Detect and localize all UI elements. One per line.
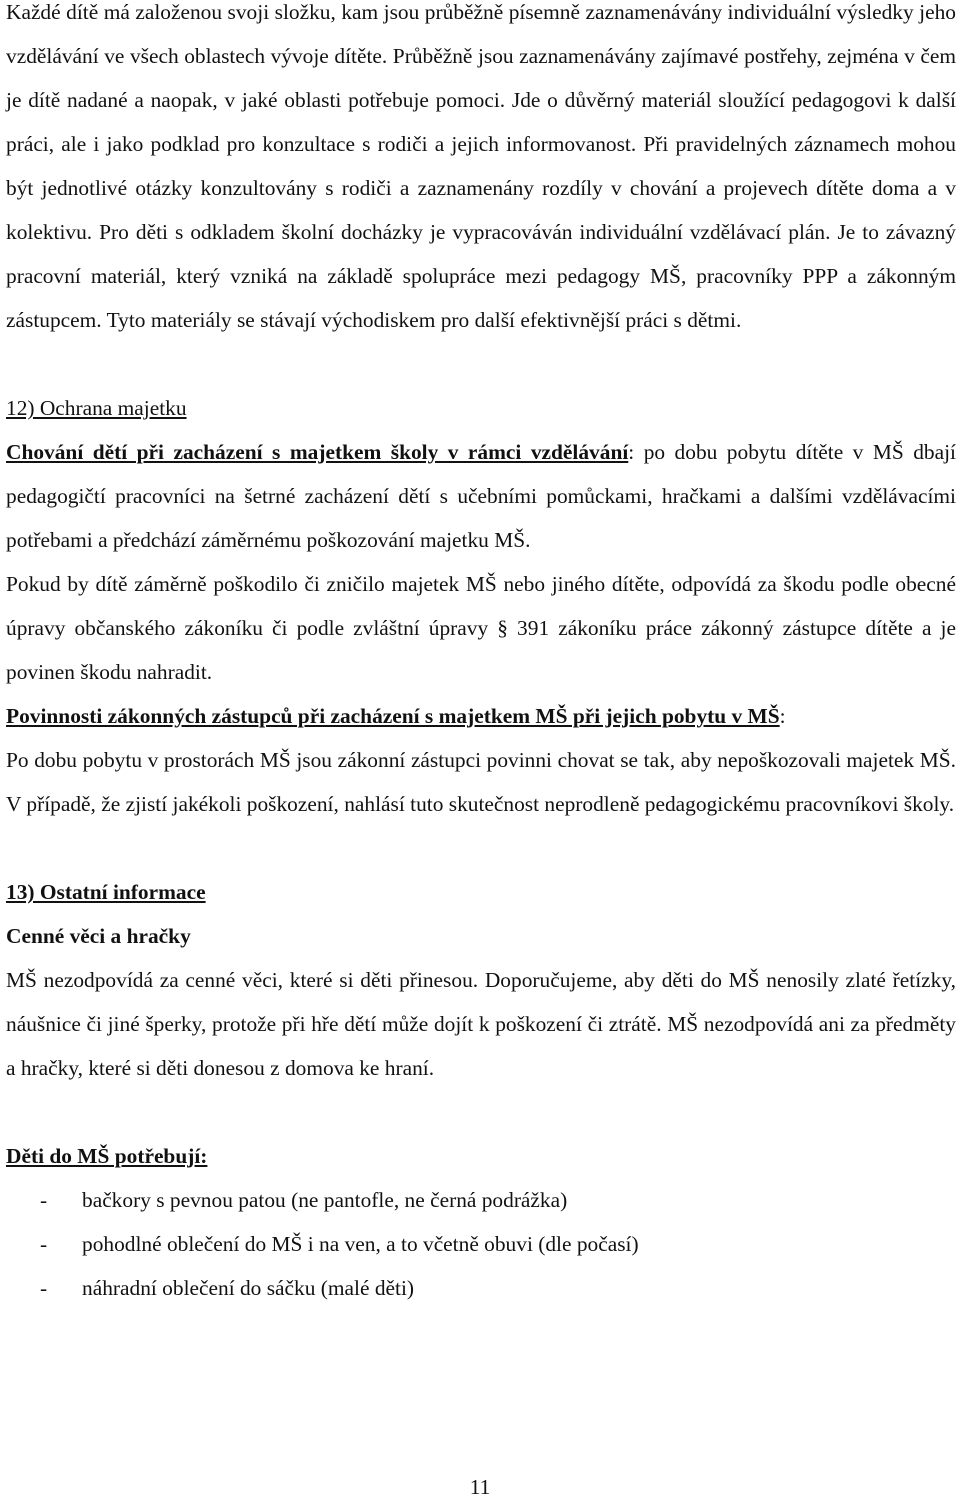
list-item-text: bačkory s pevnou patou (ne pantofle, ne černá podrážka) bbox=[82, 1188, 568, 1212]
spacer bbox=[6, 826, 956, 870]
document-page bbox=[6, 0, 956, 1310]
spacer bbox=[6, 1090, 956, 1134]
section-12-p3-lead: Povinnosti zákonných zástupců při zacházení s majetkem MŠ při jejich pobytu v MŠ bbox=[6, 704, 780, 728]
section-13-subheading: Cenné věci a hračky bbox=[6, 924, 191, 948]
section-12-paragraph-3: Po dobu pobytu v prostorách MŠ jsou zákonní zástupci povinni chovat se tak, aby nepoškozovali majetek MŠ. V případě, že zjistí jakékoli poškození, nahlásí tuto skutečnost neprodleně pedagogickému pracovníkovi školy. bbox=[6, 748, 956, 816]
section-13-heading: 13) Ostatní informace bbox=[6, 880, 206, 904]
section-12-p1-text: : po dobu pobytu dítěte v MŠ dbají pedagogičtí pracovníci na šetrné zacházení dětí s učebními pomůckami, hračkami a dalšími vzdělávacími potřebami a předchází záměrnému poškozování majetku MŠ. bbox=[6, 440, 956, 552]
section-12-paragraph-3-lead bbox=[6, 694, 956, 738]
list-item bbox=[6, 1222, 956, 1266]
list-item-text: náhradní oblečení do sáčku (malé děti) bbox=[82, 1276, 415, 1300]
section-13-paragraph-1: MŠ nezodpovídá za cenné věci, které si děti přinesou. Doporučujeme, aby děti do MŠ nenosily zlaté řetízky, náušnice či jiné šperky, protože při hře dětí může dojít k poškození či ztrátě. MŠ nezodpovídá ani za předměty a hračky, které si děti donesou z domova ke hraní. bbox=[6, 968, 956, 1080]
needs-heading: Děti do MŠ potřebují: bbox=[6, 1144, 208, 1168]
section-12-lead: Chování dětí při zacházení s majetkem školy v rámci vzdělávání bbox=[6, 440, 629, 464]
list-item bbox=[6, 1178, 956, 1222]
list-item bbox=[6, 1266, 956, 1310]
list-bullet: - bbox=[40, 1188, 48, 1212]
intro-paragraph: Každé dítě má založenou svoji složku, kam jsou průběžně písemně zaznamenávány individuální výsledky jeho vzdělávání ve všech oblastech vývoje dítěte. Průběžně jsou zaznamenávány zajímavé postřehy, zejména v čem je dítě nadané a naopak, v jaké oblasti potřebuje pomoci. Jde o důvěrný materiál sloužící pedagogovi k další práci, ale i jako podklad pro konzultace s rodiči a jejich informovanost. Při pravidelných záznamech mohou být jednotlivé otázky konzultovány s rodiči a zaznamenány rozdíly v chování a projevech dítěte doma a v kolektivu. Pro děti s odkladem školní docházky je vypracováván individuální vzdělávací plán. Je to závazný pracovní materiál, který vzniká na základě spolupráce mezi pedagogy MŠ, pracovníky PPP a zákonným zástupcem. Tyto materiály se stávají východiskem pro další efektivnější práci s dětmi. bbox=[6, 0, 956, 332]
list-bullet: - bbox=[40, 1232, 48, 1256]
section-12-heading: 12) Ochrana majetku bbox=[6, 396, 187, 420]
section-12-p3-colon: : bbox=[779, 704, 786, 728]
page-number: 11 bbox=[469, 1475, 491, 1499]
section-12-paragraph-1 bbox=[6, 430, 956, 562]
list-item-text: pohodlné oblečení do MŠ i na ven, a to včetně obuvi (dle počasí) bbox=[82, 1232, 639, 1256]
section-12-paragraph-2: Pokud by dítě záměrně poškodilo či zničilo majetek MŠ nebo jiného dítěte, odpovídá za škodu podle obecné úpravy občanského zákoníku či podle zvláštní úpravy § 391 zákoníku práce zákonný zástupce dítěte a je povinen škodu nahradit. bbox=[6, 572, 956, 684]
list-bullet: - bbox=[40, 1276, 48, 1300]
spacer bbox=[6, 342, 956, 386]
